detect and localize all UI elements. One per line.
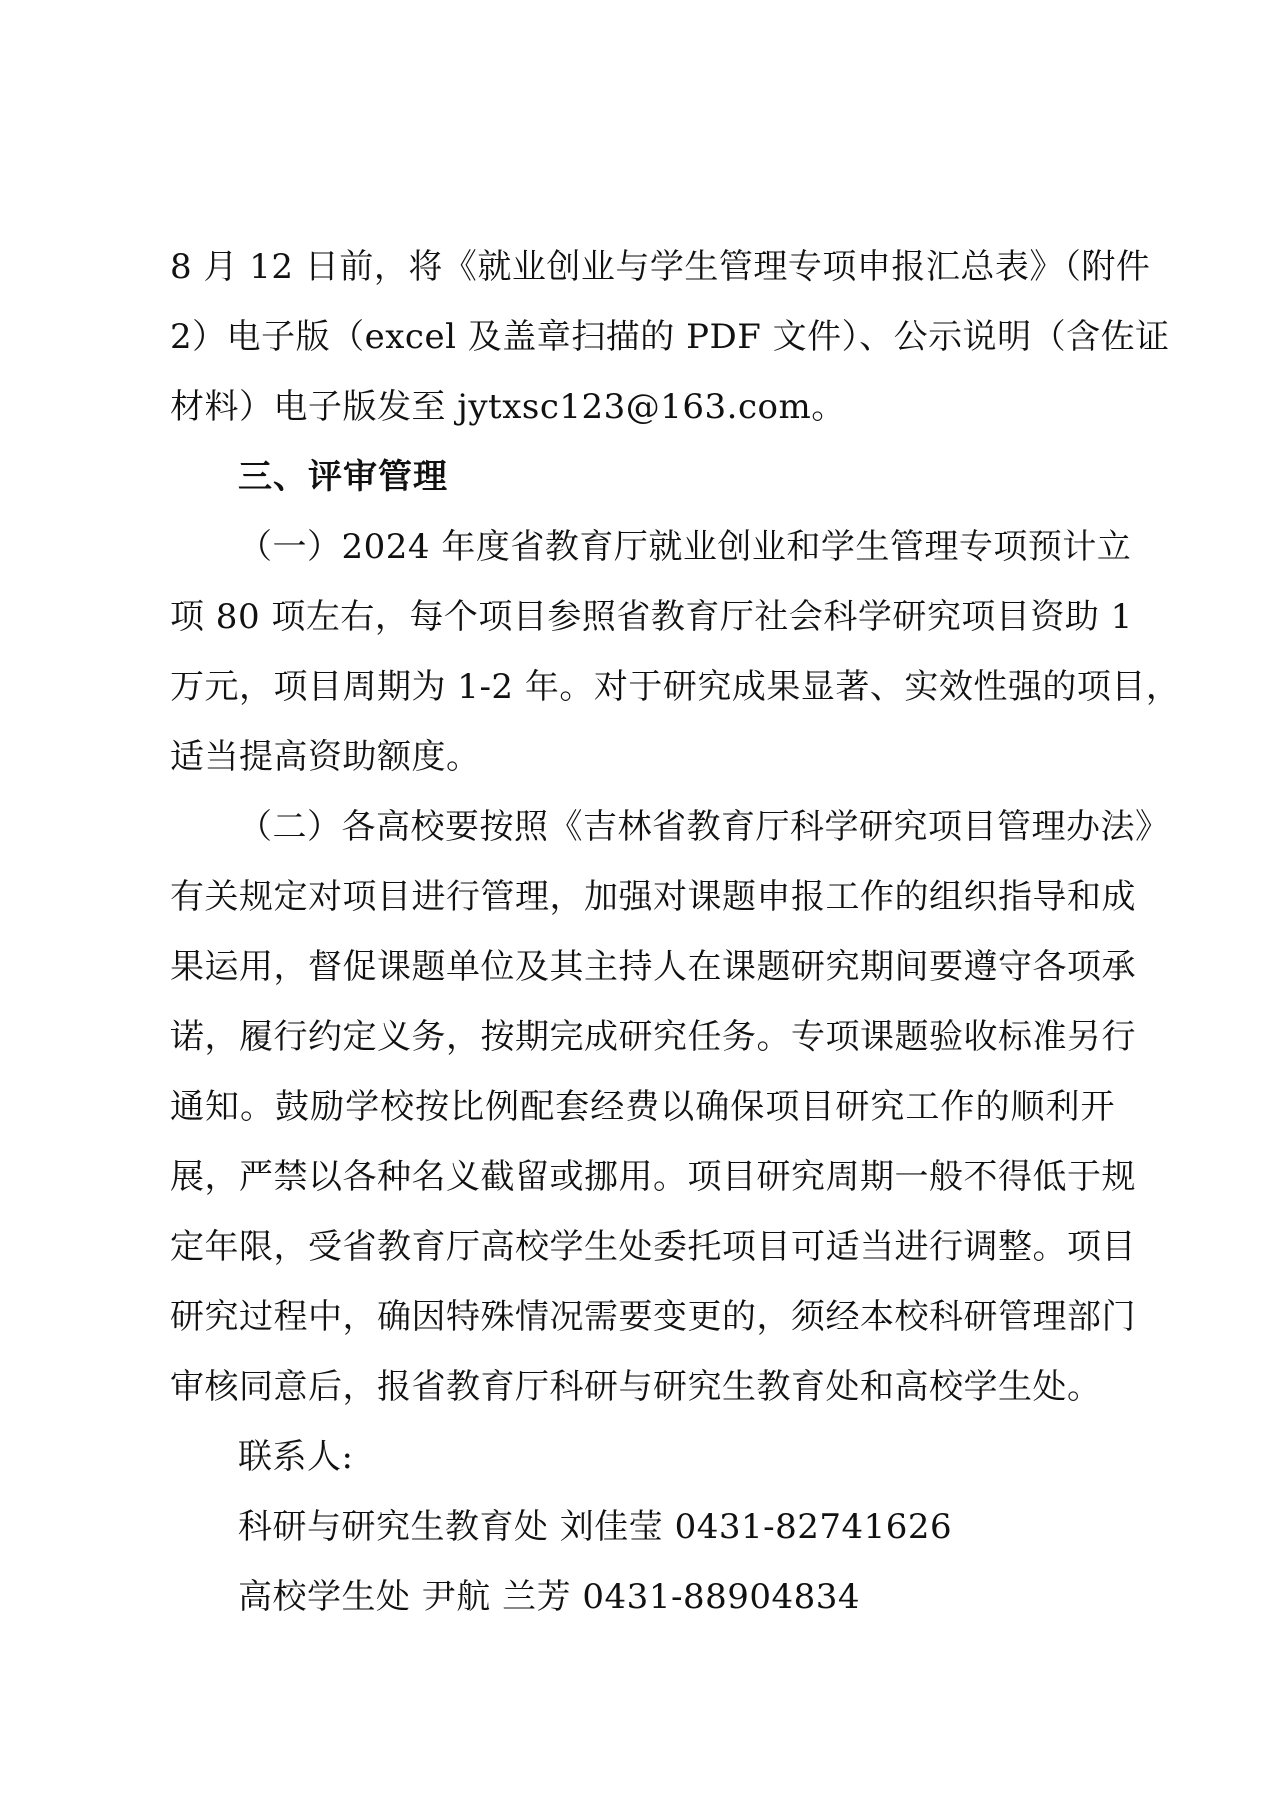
para2-line: 定年限，受省教育厅高校学生处委托项目可适当进行调整。项目	[170, 1227, 1136, 1267]
para2-line: 展，严禁以各种名义截留或挪用。项目研究周期一般不得低于规	[170, 1157, 1136, 1197]
para1-line: （一）2024 年度省教育厅就业创业和学生管理专项预计立	[238, 527, 1132, 567]
para2-line: 通知。鼓励学校按比例配套经费以确保项目研究工作的顺利开	[170, 1087, 1115, 1127]
para2-line: 审核同意后，报省教育厅科研与研究生教育处和高校学生处。	[170, 1367, 1102, 1407]
para2-line: 研究过程中，确因特殊情况需要变更的，须经本校科研管理部门	[170, 1297, 1136, 1337]
contacts-label: 联系人:	[238, 1437, 354, 1477]
para2-line: （二）各高校要按照《吉林省教育厅科学研究项目管理办法》	[238, 807, 1170, 847]
contact-line: 高校学生处 尹航 兰芳 0431-88904834	[238, 1577, 860, 1617]
para2-line: 果运用，督促课题单位及其主持人在课题研究期间要遵守各项承	[170, 947, 1136, 987]
para1-line: 项 80 项左右，每个项目参照省教育厅社会科学研究项目资助 1	[170, 597, 1133, 637]
document-body	[170, 232, 1181, 1632]
para2-line: 有关规定对项目进行管理，加强对课题申报工作的组织指导和成	[170, 877, 1136, 917]
intro-line: 8 月 12 日前，将《就业创业与学生管理专项申报汇总表》（附件	[170, 247, 1151, 287]
intro-line: 材料）电子版发至 jytxsc123@163.com。	[170, 387, 846, 427]
contact-line: 科研与研究生教育处 刘佳莹 0431-82741626	[238, 1507, 953, 1547]
para1-line: 适当提高资助额度。	[170, 737, 481, 777]
para2-line: 诺，履行约定义务，按期完成研究任务。专项课题验收标准另行	[170, 1017, 1136, 1057]
section-heading: 三、评审管理	[238, 457, 448, 497]
para1-line: 万元，项目周期为 1-2 年。对于研究成果显著、实效性强的项目，	[170, 667, 1181, 707]
intro-line: 2）电子版（excel 及盖章扫描的 PDF 文件）、公示说明（含佐证	[170, 317, 1170, 357]
